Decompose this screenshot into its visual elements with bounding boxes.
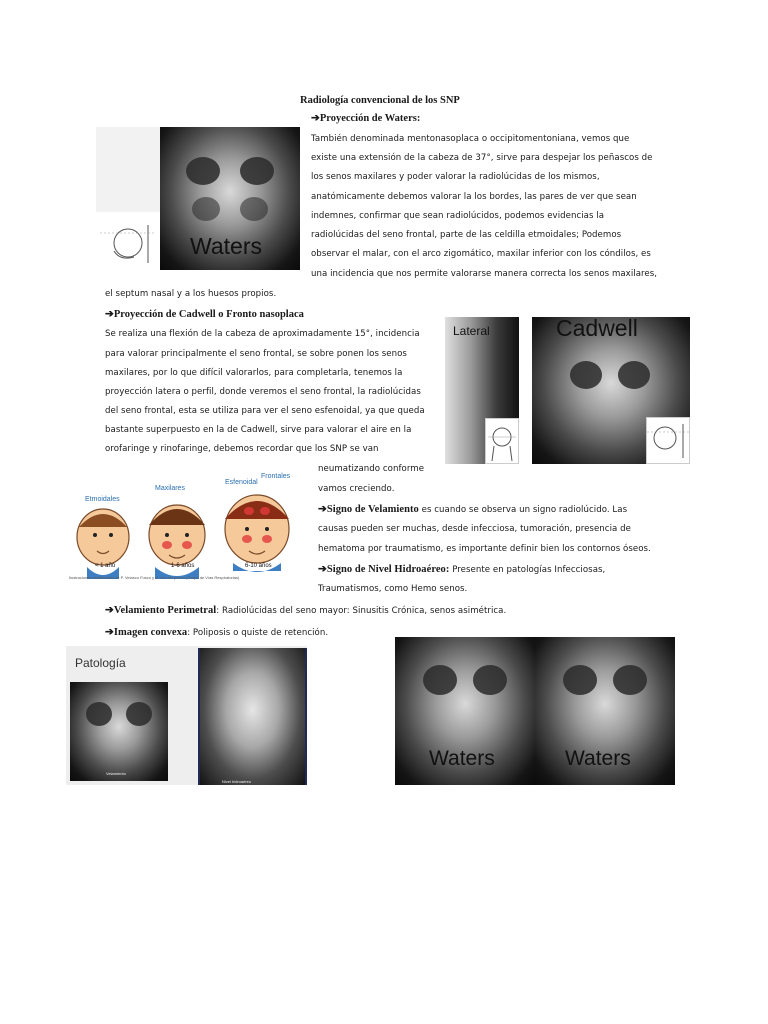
waters-line: el septum nasal y a los huesos propios. [105,289,277,299]
cadwell-line: vamos creciendo. [318,484,395,494]
nivel-hidroaereo-label: Nivel hidroaéreo [222,779,252,784]
skull-shape [200,648,305,785]
age-label-2: 1-6 años [171,563,195,569]
label-esfenoidal: Esfenoidal [225,479,258,486]
label-frontales: Frontales [261,473,291,480]
perimetral-line [105,604,506,618]
patient-position-sketch [98,213,158,268]
waters-caption: Waters [190,233,262,259]
cadwell-heading-text: Proyección de Cadwell o Fronto nasoplaca [113,309,304,320]
waters-line: existe una extensión de la cabeza de 37°, sirve para despejar los peñascos de [311,153,653,163]
velamiento-line [318,503,627,517]
cadwell-heading [105,308,304,321]
waters-line: indemnes, confirmar que sean radiolúcidos, podemos evidencias la [311,211,605,221]
cadwell-line: para valorar principalmente el seno frontal, se sobre ponen los senos [105,349,407,359]
label-etmoidales: Etmoidales [85,496,120,503]
waters-line: anatómicamente debemos valorar la los bordes, las pares de ver que sean [311,192,637,202]
cadwell-line: bastante superpuesto en la de Cadwell, sirve para valorar el aire en la [105,425,412,435]
cadwell-caption: Cadwell [556,317,638,341]
head-sketch-icon [647,418,689,463]
waters-xray [160,127,300,270]
orbit-left [186,157,220,185]
waters-line: También denominada mentonasoplaca o occipitomentoniana, vemos que [311,134,630,144]
velamiento-text: es cuando se observa un signo radiolúcido. Las [418,505,628,515]
cadwell-line: orofaringe y rinofaringe, debemos recordar que los SNP se van [105,444,379,454]
cadwell-line: Se realiza una flexión de la cabeza de aproximadamente 15°, incidencia [105,329,420,339]
perimetral-text: : Radiolúcidas del seno mayor: Sinusitis Crónica, senos asimétrica. [216,606,507,616]
cadwell-xray [532,317,690,464]
arrow-icon: ➔ [318,564,327,575]
velamiento-heading: Signo de Velamiento [326,504,419,515]
cadwell-line: del seno frontal, esta se utiliza para ver el seno esfenoidal, ya que queda [105,406,425,416]
convexa-heading: Imagen convexa [113,627,188,638]
lateral-position-sketch [485,418,519,464]
orbit-left [423,665,457,695]
waters-line: observar el malar, con el arco zigomático, maxilar inferior con los cóndilos, es [311,249,651,259]
patologia-caption: Patología [75,656,126,670]
sinus-development-illustration [67,471,307,584]
arrow-icon: ➔ [311,113,320,124]
orbit-right [126,702,152,726]
patologia-figure [66,646,307,785]
velamiento-line: causas pueden ser muchas, desde infecciosa, tumoración, presencia de [318,524,631,534]
age-label-1: < 1 año [95,563,116,569]
orbit-right [473,665,507,695]
cadwell-line: proyección latera o perfil, donde veremos el seno frontal, la radiolúcidas [105,387,421,397]
waters-heading [311,112,420,125]
velamiento-line: hematoma por traumatismo, es importante definir bien los contornos óseos. [318,544,651,554]
nivel-hidroaereo-xray [198,648,307,785]
cadwell-line: maxilares, por lo que difícil valorarlos, para completarla, tenemos la [105,368,403,378]
orbit-right [613,665,647,695]
hidroaereo-line [318,563,605,577]
lateral-xray [445,317,519,464]
convexa-text: : Poliposis o quiste de retención. [187,628,329,638]
lateral-caption: Lateral [453,324,490,338]
orbit-right [240,157,274,185]
velamiento-xray-label: Velamiento [106,771,126,776]
waters-line: los senos maxilares y poder valorar la radiolúcidas de los mismos, [311,172,600,182]
orbit-left [563,665,597,695]
maxillary-sinus-right [240,197,268,221]
waters-pair-figure [395,637,675,785]
waters-caption-3: Waters [565,747,631,770]
waters-xray-2 [395,637,535,785]
waters-caption-2: Waters [429,747,495,770]
arrow-icon: ➔ [105,309,114,320]
waters-xray-3 [535,637,675,785]
hidroaereo-line: Traumatismos, como Hemo senos. [318,584,468,594]
illustration-footnote: Ilustraciones modificadas de P. Velasco Fusco y V. Leo del poeno (Grupo de Vías Respiratorias) [69,575,240,580]
orbit-left [570,361,602,389]
arrow-icon: ➔ [318,504,327,515]
waters-line: radiolúcidas del seno frontal, parte de las celdilla etmoidales; Podemos [311,230,622,240]
convexa-line [105,626,328,640]
cadwell-figure [445,317,690,464]
age-label-3: 6-10 años [245,563,272,569]
waters-heading-text: Proyección de Waters: [319,113,421,124]
cadwell-position-sketch [646,417,690,464]
hidroaereo-heading: Signo de Nivel Hidroaéreo: [326,564,450,575]
cadwell-line: neumatizando conforme [318,464,425,474]
waters-figure [96,127,300,270]
arrow-icon: ➔ [105,627,114,638]
arrow-icon: ➔ [105,605,114,616]
head-sketch-icon [486,419,518,463]
waters-line: una incidencia que nos permite valorarse manera correcta los senos maxilares, [311,269,658,279]
hidroaereo-text: Presente en patologías Infecciosas, [449,565,606,575]
orbit-left [86,702,112,726]
perimetral-heading: Velamiento Perimetral [113,605,217,616]
label-maxilares: Maxilares [155,485,185,492]
page-title: Radiología convencional de los SNP [300,95,460,106]
figure-blank-panel [96,127,160,212]
head-sketch-icon [98,213,158,268]
orbit-right [618,361,650,389]
maxillary-sinus-left [192,197,220,221]
velamiento-xray [70,682,168,781]
